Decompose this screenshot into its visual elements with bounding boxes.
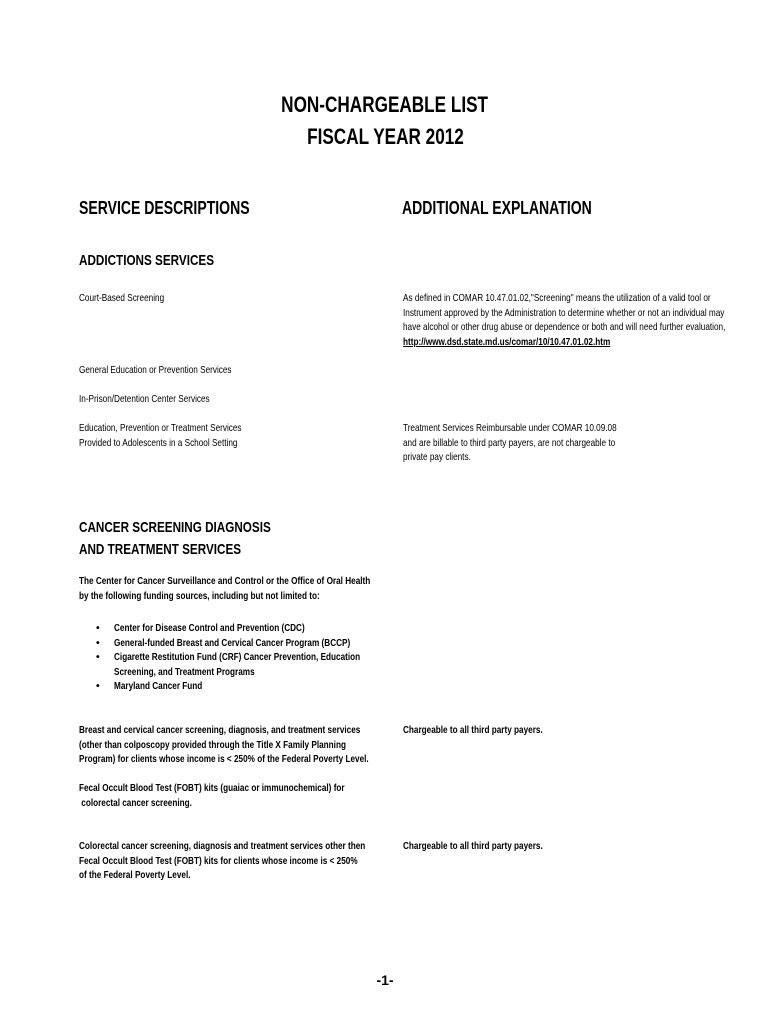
service-adolescents: Education, Prevention or Treatment Services Provided to Adolescents in a School Setting [79,422,242,449]
explanation-breast-cervical: Chargeable to all third party payers. [403,724,543,736]
column-heading-additional-explanation: ADDITIONAL EXPLANATION [402,198,592,218]
service-colorectal: Colorectal cancer screening, diagnosis and treatment services other then Fecal Occult Blood Test (FOBT) kits for clients whose income is < 250% of the Federal Poverty Level. [79,840,366,881]
comar-link[interactable]: http://www.dsd.state.md.us/comar/10/10.47.01.02.htm [403,335,611,348]
service-general-education: General Education or Prevention Services [79,364,232,376]
service-court-based-screening: Court-Based Screening [79,292,165,304]
list-item: • Cigarette Restitution Fund (CRF) Cancer Prevention, Education Screening, and Treatment Programs [96,651,361,678]
section-heading-cancer: CANCER SCREENING DIAGNOSIS AND TREATMENT SERVICES [79,519,271,558]
explanation-adolescents: Treatment Services Reimbursable under COMAR 10.09.08 and are billable to third party payers, are not chargeable to private pay clients. [403,422,617,463]
document-title-line1: NON-CHARGEABLE LIST [281,92,489,117]
explanation-colorectal: Chargeable to all third party payers. [403,840,543,852]
list-item: • General-funded Breast and Cervical Cancer Program (BCCP) [96,636,351,649]
explanation-court-based-screening: As defined in COMAR 10.47.01.02,"Screening" means the utilization of a valid tool or Instrument approved by the Administration to determine whether or not an individual may have alcohol or other drug abuse or dependence or both and will need further evaluation, http://www.dsd.state.md.us/comar/10/10.47.01.02.htm [403,292,726,348]
bullet-icon: • [96,680,100,692]
list-item: • Maryland Cancer Fund [96,680,203,692]
list-item: • Center for Disease Control and Prevention (CDC) [96,622,305,634]
document-title-line2: FISCAL YEAR 2012 [306,124,464,149]
cancer-intro: The Center for Cancer Surveillance and Control or the Office of Oral Health by the following funding sources, including but not limited to: [79,575,371,602]
column-heading-service-descriptions: SERVICE DESCRIPTIONS [79,198,250,218]
bullet-icon: • [96,651,100,663]
section-heading-addictions: ADDICTIONS SERVICES [79,252,215,269]
page-number: -1- [376,972,394,988]
funding-sources-list [96,621,430,694]
service-breast-cervical: Breast and cervical cancer screening, diagnosis, and treatment services (other than colposcopy provided through the Title X Family Planning Program) for clients whose income is < 250% of the Federal Poverty Level. [79,724,369,765]
service-in-prison: In-Prison/Detention Center Services [79,393,210,405]
service-fobt-kits: Fecal Occult Blood Test (FOBT) kits (guaiac or immunochemical) for colorectal cancer screening. [79,782,345,809]
bullet-icon: • [96,636,100,649]
bullet-icon: • [96,622,100,634]
